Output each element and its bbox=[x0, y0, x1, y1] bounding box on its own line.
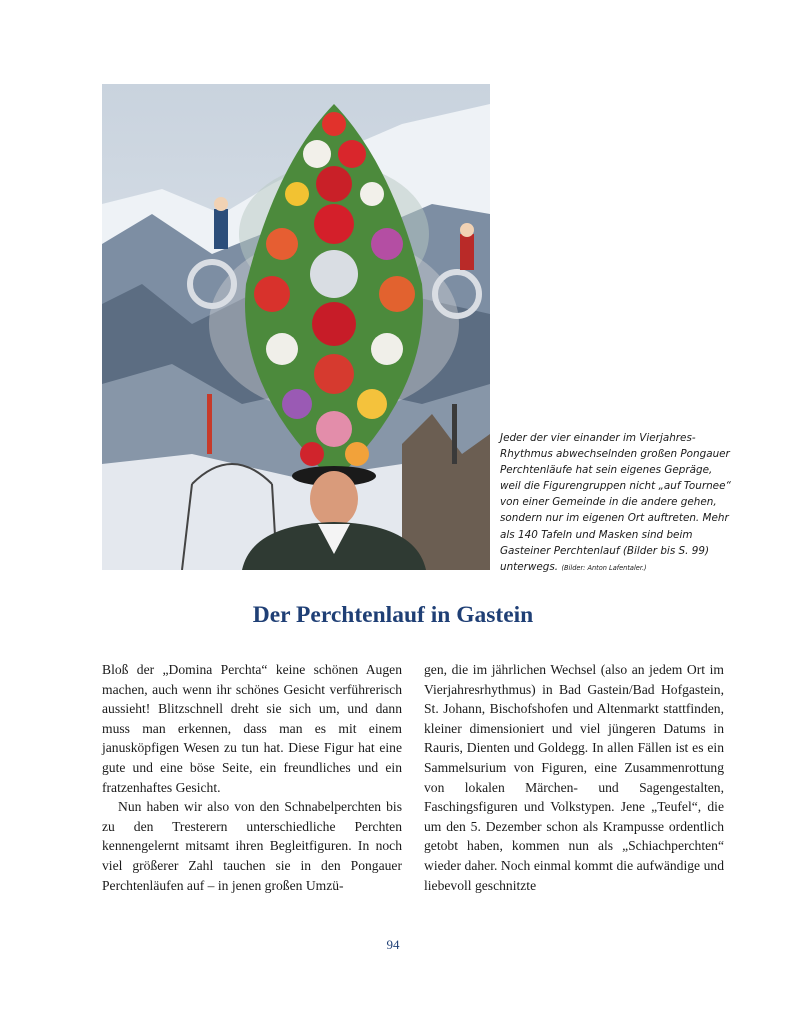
paragraph-2: Nun haben wir also von den Schnabelperchten bis zu den Tresterern unterschiedliche Perchten kennengelernt mitsamt ihren Begleitfiguren. In noch viel größerer Zahl tauchen sie in den Pongauer Perchtenläufen auf – in jenen großen Umzü- bbox=[102, 799, 402, 893]
paragraph-1: Bloß der „Domina Perchta“ keine schönen Augen machen, auch wenn ihr schönes Gesicht verführerisch aussieht! Blitzschnell dreht sie sich um, und dann muss man erkennen, dass man es mit einem janusköpfigen Wesen zu tun hat. Diese Figur hat eine gute und eine böse Seite, ein freundliches und ein fratzenhaftes Gesicht. bbox=[102, 662, 402, 795]
photo-credit: (Bilder: Anton Lafentaler.) bbox=[561, 563, 647, 572]
left-column bbox=[102, 660, 402, 895]
paragraph-continued: gen, die im jährlichen Wechsel (also an jedem Ort im Vierjahresrhythmus) in Bad Gastein/Bad Hofgastein, St. Johann, Bischofshofen und Altenmarkt stattfinden, kleiner dimensioniert und viel jüngeren Datums in Rauris, Dienten und Goldegg. In allen Fällen ist es ein Sammelsurium von Figuren, eine Zusammenrottung von lokalen Märchen- und Sagengestalten, Faschingsfiguren und Volkstypen. Jene „Teufel“, die um den 5. Dezember schon als Krampusse ordentlich getobt haben, kommen nun als „Schiachperchten“ wieder daher. Noch einmal kommt die aufwändige und liebevoll geschnitzte bbox=[424, 662, 724, 893]
page-number: 94 bbox=[386, 937, 400, 952]
perchten-photo bbox=[102, 84, 490, 570]
right-column bbox=[424, 660, 724, 895]
photo-caption bbox=[500, 430, 732, 576]
article-title: Der Perchtenlauf in Gastein bbox=[252, 602, 534, 628]
caption-text: Jeder der vier einander im Vierjahres-Rhythmus abwechselnden großen Pongauer Perchtenläufe hat sein eigenes Gepräge, weil die Figurengruppen nicht „auf Tournee“ von einer Gemeinde in die andere gehen, sondern nur im eigenen Ort auftreten. Mehr als 140 Tafeln und Masken sind beim Gasteiner Perchtenlauf (Bilder bis S. 99) unterwegs. bbox=[500, 432, 731, 573]
